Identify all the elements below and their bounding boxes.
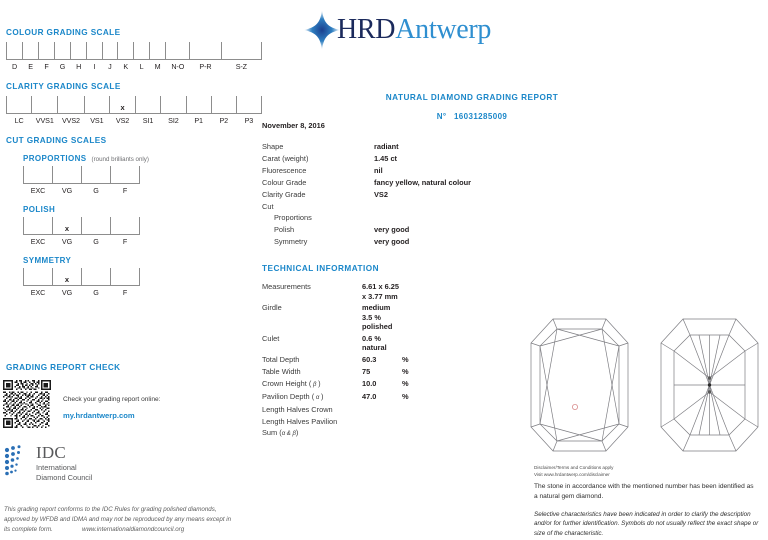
cut-scale-block bbox=[23, 154, 149, 196]
logo-primary: HRD bbox=[337, 14, 396, 45]
technical-value: 10.0 bbox=[362, 378, 377, 388]
clarity-scale-cell bbox=[186, 96, 211, 114]
cut-scale-label: G bbox=[93, 186, 99, 195]
clarity-scale-label: P2 bbox=[219, 116, 229, 125]
cut-scale-label: VG bbox=[61, 186, 73, 195]
technical-value: 47.0 bbox=[362, 391, 377, 401]
property-value: very good bbox=[374, 237, 410, 247]
property-value: 1.45 ct bbox=[374, 154, 398, 164]
technical-value: 60.3 bbox=[362, 354, 377, 364]
colour-scale-label: F bbox=[44, 62, 49, 71]
property-value: very good bbox=[374, 225, 410, 235]
technical-row bbox=[262, 332, 562, 353]
idc-line-2: Diamond Council bbox=[36, 472, 93, 482]
colour-scale-cell bbox=[221, 42, 261, 60]
colour-scale-label: K bbox=[123, 62, 129, 71]
idc-dots-icon bbox=[4, 445, 34, 477]
property-key: Polish bbox=[274, 225, 295, 235]
technical-row bbox=[262, 281, 562, 302]
cut-scale-cell bbox=[111, 268, 140, 286]
grading-check-text: Check your grading report online: bbox=[63, 396, 161, 403]
footnote-line-3: its complete form. bbox=[4, 526, 53, 534]
technical-key: Length Halves Pavilion bbox=[262, 416, 338, 426]
clarity-scale-cell bbox=[58, 96, 84, 114]
colour-grading-scale-section bbox=[6, 28, 262, 72]
property-row bbox=[262, 212, 572, 224]
property-row bbox=[262, 200, 572, 212]
colour-scale-cell bbox=[54, 42, 70, 60]
property-row bbox=[262, 141, 572, 153]
clarity-scale-label: VVS1 bbox=[35, 116, 54, 125]
colour-scale-label: J bbox=[108, 62, 112, 71]
cut-scale-label: F bbox=[122, 186, 128, 195]
property-key: Cut bbox=[262, 201, 274, 211]
clarity-scale-label: VS1 bbox=[90, 116, 104, 125]
cut-scale-cell bbox=[111, 217, 140, 235]
cut-scale-cell: x bbox=[53, 268, 82, 286]
cut-scale-blocks bbox=[23, 154, 149, 298]
colour-scale-cell bbox=[102, 42, 118, 60]
cut-grading-scales-section bbox=[6, 136, 149, 298]
four-point-star-icon bbox=[304, 10, 340, 50]
technical-information-heading: TECHNICAL INFORMATION bbox=[262, 264, 380, 273]
property-row bbox=[262, 224, 572, 236]
cut-scale-cell bbox=[24, 166, 53, 184]
radiant-pavilion-diagram bbox=[657, 315, 762, 455]
technical-row bbox=[262, 354, 562, 366]
property-row bbox=[262, 153, 572, 165]
qr-code-icon[interactable] bbox=[3, 380, 51, 433]
clarity-scale-cell bbox=[135, 96, 160, 114]
property-value bbox=[374, 212, 572, 224]
technical-value: 6.61 x 6.25 x 3.77 mm bbox=[362, 282, 399, 301]
technical-unit: % bbox=[402, 391, 409, 401]
cut-scale-cell bbox=[24, 217, 53, 235]
colour-scale-cell bbox=[23, 42, 39, 60]
grading-check-link[interactable]: my.hrdantwerp.com bbox=[63, 411, 135, 420]
colour-scale-cell bbox=[166, 42, 190, 60]
clarity-scale-heading: CLARITY GRADING SCALE bbox=[6, 82, 121, 91]
disclaimer-small-line-2[interactable]: Visit www.hrdantwerp.com/disclaimer bbox=[534, 471, 610, 477]
idc-wordmark bbox=[36, 444, 92, 482]
clarity-scale-label: LC bbox=[14, 116, 24, 125]
colour-scale-cell bbox=[39, 42, 55, 60]
footnote-line-2: approved by WFDB and IDMA and may not be reproduced by any means except in bbox=[4, 516, 232, 524]
colour-scale-table bbox=[6, 42, 262, 72]
property-row bbox=[262, 188, 572, 200]
clarity-scale-label: SI1 bbox=[142, 116, 154, 125]
property-key: Shape bbox=[262, 142, 284, 152]
clarity-scale-cell bbox=[236, 96, 261, 114]
technical-value: 0.6 % natural bbox=[362, 333, 387, 352]
disclaimer-small-line-1: Disclaimer/Terms and Conditions apply bbox=[534, 465, 614, 470]
property-key: Symmetry bbox=[274, 237, 308, 247]
radiant-crown-diagram bbox=[527, 315, 632, 455]
technical-row bbox=[262, 427, 562, 440]
clarity-scale-cell bbox=[161, 96, 186, 114]
cut-scale-block bbox=[23, 205, 149, 247]
clarity-grading-scale-section bbox=[6, 82, 262, 126]
cut-scale-cell bbox=[24, 268, 53, 286]
cut-scale-cell: x bbox=[53, 217, 82, 235]
right-column bbox=[262, 0, 768, 540]
colour-scale-cell bbox=[7, 42, 23, 60]
technical-unit bbox=[402, 281, 562, 302]
report-title-block bbox=[262, 93, 682, 124]
property-value: nil bbox=[374, 165, 383, 175]
technical-unit: % bbox=[402, 354, 409, 364]
cut-scale-table bbox=[23, 166, 140, 196]
technical-key: Pavilion Depth ( α ) bbox=[262, 391, 324, 401]
technical-value: 75 bbox=[362, 366, 371, 376]
colour-scale-cell bbox=[149, 42, 165, 60]
cut-scale-label: G bbox=[93, 288, 99, 297]
cut-scale-table bbox=[23, 217, 140, 247]
technical-value bbox=[362, 427, 402, 440]
technical-key: Sum (α & β) bbox=[262, 428, 299, 438]
technical-row bbox=[262, 403, 562, 415]
cut-scale-table bbox=[23, 268, 140, 298]
technical-key: Table Width bbox=[262, 366, 301, 376]
colour-scale-cell bbox=[134, 42, 150, 60]
colour-scale-label: S-Z bbox=[235, 62, 247, 71]
cut-scale-name: SYMMETRY bbox=[23, 256, 72, 265]
technical-key: Total Depth bbox=[262, 354, 300, 364]
property-value: fancy yellow, natural colour bbox=[374, 177, 472, 187]
property-row bbox=[262, 236, 572, 248]
disclaimer-italic: Selective characteristics have been indicated in order to clarify the description and/or for further identification. Symbols do not usually reflect the exact shape or size of the characteristic. bbox=[534, 511, 759, 537]
report-title: NATURAL DIAMOND GRADING REPORT bbox=[385, 93, 559, 102]
technical-row bbox=[262, 377, 562, 390]
clarity-scale-cell bbox=[7, 96, 32, 114]
colour-scale-label: N-O bbox=[171, 62, 185, 71]
disclaimer-small bbox=[534, 465, 764, 478]
technical-value: medium 3.5 % polished bbox=[362, 303, 393, 331]
cut-scale-cell bbox=[111, 166, 140, 184]
technical-unit: % bbox=[402, 366, 409, 376]
cut-scale-name: PROPORTIONS (round brilliants only) bbox=[23, 154, 149, 163]
colour-scale-cell bbox=[71, 42, 87, 60]
cut-scale-name: POLISH bbox=[23, 205, 56, 214]
cut-scale-label: F bbox=[122, 288, 128, 297]
colour-scale-cell bbox=[87, 42, 102, 60]
footnote-line-1: This grading report conforms to the IDC Rules for grading polished diamonds, bbox=[4, 506, 217, 513]
colour-scale-label: I bbox=[93, 62, 96, 71]
colour-scale-cell bbox=[118, 42, 134, 60]
idc-line-1: International bbox=[36, 463, 77, 472]
clarity-scale-cell: x bbox=[110, 96, 136, 114]
report-number: 16031285009 bbox=[453, 112, 508, 121]
property-value: radiant bbox=[374, 142, 399, 152]
cut-scale-cell bbox=[82, 166, 111, 184]
cut-scale-label: F bbox=[122, 237, 128, 246]
colour-scale-label: D bbox=[11, 62, 18, 71]
property-row bbox=[262, 177, 572, 189]
grading-report-check-section bbox=[6, 363, 120, 372]
cut-scale-label: G bbox=[93, 237, 99, 246]
hrd-antwerp-logo bbox=[304, 10, 491, 50]
idc-footnote bbox=[4, 505, 258, 535]
report-number-prefix: N° bbox=[436, 112, 447, 121]
left-column bbox=[0, 0, 262, 540]
colour-scale-label: P-R bbox=[199, 62, 212, 71]
cut-scale-block bbox=[23, 256, 149, 298]
cut-scale-label: VG bbox=[61, 237, 73, 246]
clarity-scale-cell bbox=[84, 96, 110, 114]
clarity-scale-label: VS2 bbox=[115, 116, 130, 125]
colour-scale-label: L bbox=[139, 62, 144, 71]
technical-key: Culet bbox=[262, 333, 280, 343]
technical-value bbox=[362, 403, 402, 415]
technical-key: Measurements bbox=[262, 282, 311, 292]
technical-unit: % bbox=[402, 378, 409, 388]
diamond-properties-table bbox=[262, 141, 572, 248]
property-key: Proportions bbox=[274, 213, 312, 223]
idc-logo bbox=[4, 445, 34, 482]
technical-key: Length Halves Crown bbox=[262, 404, 333, 414]
cut-scales-heading: CUT GRADING SCALES bbox=[6, 136, 107, 145]
property-key: Clarity Grade bbox=[262, 189, 306, 199]
technical-information-table bbox=[262, 281, 562, 440]
cut-scale-cell bbox=[53, 166, 82, 184]
technical-key: Girdle bbox=[262, 303, 282, 313]
clarity-scale-label: P3 bbox=[244, 116, 254, 125]
technical-row bbox=[262, 365, 562, 377]
property-value bbox=[374, 200, 572, 212]
cut-scale-label: EXC bbox=[30, 288, 46, 297]
footnote-url[interactable]: www.internationaldiamondcouncil.org bbox=[82, 526, 185, 534]
technical-row bbox=[262, 390, 562, 403]
property-key: Fluorescence bbox=[262, 165, 307, 175]
idc-abbr: IDC bbox=[36, 443, 66, 462]
colour-scale-heading: COLOUR GRADING SCALE bbox=[6, 28, 121, 37]
property-key: Colour Grade bbox=[262, 177, 307, 187]
clarity-scale-label: P1 bbox=[194, 116, 203, 125]
technical-row bbox=[262, 302, 562, 332]
clarity-scale-table bbox=[6, 96, 262, 126]
clarity-scale-label: VVS2 bbox=[61, 116, 80, 125]
property-row bbox=[262, 165, 572, 177]
cut-scale-cell bbox=[82, 217, 111, 235]
colour-scale-label: G bbox=[59, 62, 66, 71]
report-date: November 8, 2016 bbox=[262, 121, 325, 130]
technical-value bbox=[362, 415, 402, 427]
cut-scale-note: (round brilliants only) bbox=[91, 156, 149, 163]
grading-check-heading: GRADING REPORT CHECK bbox=[6, 363, 121, 372]
property-value: VS2 bbox=[374, 189, 388, 199]
cut-scale-label: EXC bbox=[30, 237, 46, 246]
colour-scale-label: H bbox=[76, 62, 82, 71]
colour-scale-label: E bbox=[28, 62, 33, 71]
technical-key: Crown Height ( β ) bbox=[262, 378, 321, 388]
cut-scale-label: VG bbox=[61, 288, 73, 297]
logo-secondary: Antwerp bbox=[395, 14, 492, 45]
cut-scale-label: EXC bbox=[30, 186, 46, 195]
technical-row bbox=[262, 415, 562, 427]
colour-scale-cell bbox=[190, 42, 221, 60]
colour-scale-label: M bbox=[154, 62, 161, 71]
clarity-scale-label: SI2 bbox=[168, 116, 179, 125]
cut-scale-cell bbox=[82, 268, 111, 286]
technical-information-heading-wrap bbox=[262, 264, 379, 273]
clarity-scale-cell bbox=[211, 96, 236, 114]
property-key: Carat (weight) bbox=[262, 154, 309, 164]
disclaimer-main: The stone in accordance with the mentioned number has been identified as a natural gem diamond. bbox=[534, 483, 754, 500]
clarity-scale-cell bbox=[32, 96, 58, 114]
